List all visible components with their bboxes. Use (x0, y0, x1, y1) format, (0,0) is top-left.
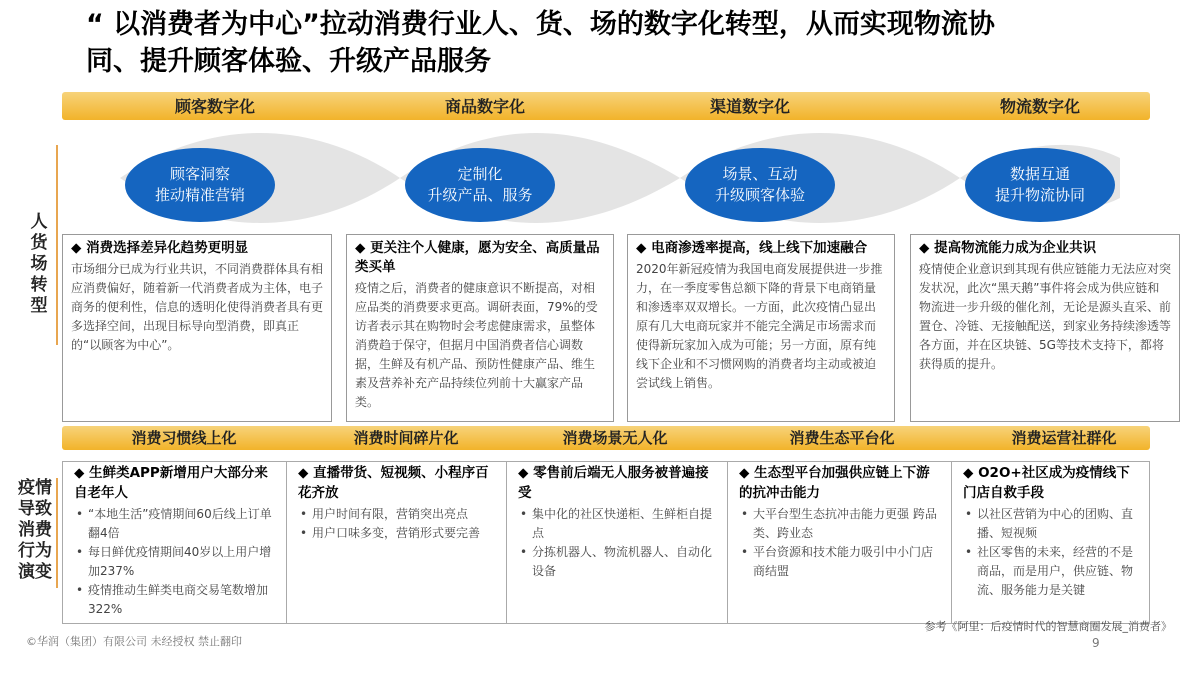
column-list (518, 505, 717, 581)
reference-note: 参考《阿里：后疫情时代的智慧商圈发展_消费者》 (924, 620, 1172, 633)
box-logistics (910, 234, 1180, 422)
column-divider (951, 461, 952, 624)
column-unmanned (510, 461, 725, 624)
column-list (739, 505, 941, 581)
list-item: • 平台资源和技术能力吸引中小门店商结盟 (739, 543, 941, 581)
list-item: • 分拣机器人、物流机器人、自动化设备 (518, 543, 717, 581)
column-heading: ◆ 直播带货、短视频、小程序百花齐放 (298, 465, 489, 501)
side-label-behavior: 疫情导致消费行为演变 (18, 478, 52, 582)
box-heading: ◆ 电商渗透率提高，线上线下加速融合 (636, 240, 868, 256)
column-community (955, 461, 1148, 624)
trend-label-fragmented: 消费时间碎片化 (353, 429, 459, 447)
page-title: “ 以消费者为中心”拉动消费行业人、货、场的数字化转型，从而实现物流协同、提升顾客体验、升级产品服务 (86, 9, 995, 77)
trend-label-community: 消费运营社群化 (1011, 429, 1117, 447)
ellipse-line: 场景、互动 (722, 165, 798, 183)
list-item: • 疫情推动生鲜类电商交易笔数增加322% (74, 581, 276, 619)
column-list (74, 505, 276, 619)
ellipse-line: 顾客洞察 (169, 165, 230, 183)
ellipse-line: 数据互通 (1009, 165, 1070, 183)
ellipse-scene-interaction (685, 148, 835, 222)
column-list (963, 505, 1140, 600)
box-product (346, 234, 614, 422)
column-platform (731, 461, 949, 624)
ellipse-data-sharing (965, 148, 1115, 222)
trend-label-platform: 消费生态平台化 (789, 429, 895, 447)
side-divider-top (56, 145, 58, 345)
column-fragmented (290, 461, 504, 624)
ellipse-line: 升级产品、服务 (427, 186, 533, 204)
side-label-transformation: 人货场转型 (30, 212, 48, 316)
ellipse-line: 提升物流协同 (994, 186, 1085, 204)
column-heading: ◆ O2O+社区成为疫情线下门店自救手段 (963, 465, 1130, 501)
side-divider-bottom (56, 478, 58, 588)
column-list (298, 505, 496, 543)
box-text: 2020年新冠疫情为我国电商发展提供进一步推力，在一季度零售总额下降的背景下电商销量和渗透率双双增长。一方面，此次疫情凸显出原有几大电商玩家并不能完全满足市场需求而使得新玩家加入成为可能；另一方面，原有纯线下企业和不习惯网购的消费者均主动或被迫尝试线上销售。 (636, 262, 883, 390)
box-heading: ◆ 更关注个人健康，愿为安全、高质量品类买单 (355, 240, 600, 275)
page-number: 9 (1092, 636, 1100, 650)
column-heading: ◆ 生鲜类APP新增用户大部分来自老年人 (74, 465, 268, 501)
box-text: 市场细分已成为行业共识，不同消费群体具有相应消费偏好，随着新一代消费者成为主体，电子商务的便利性，信息的透明化使得消费者具有更多选择空间，出现目标导向型消费，即真正的“以顾客为中心”。 (71, 262, 324, 352)
box-text: 疫情之后，消费者的健康意识不断提高，对相应品类的消费要求更高。调研表面，79%的受访者表示其在购物时会考虑健康需求，虽整体消费趋于保守，但据月中国消费者信心调数据，生鲜及有机产品、预防性健康产品、维生素及营养补充产品持续位列前十大赢家产品类。 (355, 281, 598, 409)
ellipse-customer-insight (125, 148, 275, 222)
column-heading: ◆ 生态型平台加强供应链上下游的抗冲击能力 (739, 465, 930, 501)
band-label-logistics: 物流数字化 (999, 97, 1080, 116)
box-channel (627, 234, 895, 422)
box-customer (62, 234, 332, 422)
column-heading: ◆ 零售前后端无人服务被普遍接受 (518, 465, 709, 501)
column-divider (506, 461, 507, 624)
ellipse-line: 升级顾客体验 (714, 186, 805, 204)
box-heading: ◆ 消费选择差异化趋势更明显 (71, 240, 249, 256)
list-item: • “本地生活”疫情期间60后线上订单翻4倍 (74, 505, 276, 543)
copyright-notice: ©华润（集团）有限公司 未经授权 禁止翻印 (26, 635, 242, 648)
box-heading: ◆ 提高物流能力成为企业共识 (919, 240, 1097, 256)
list-item: • 用户时间有限，营销突出亮点 (298, 505, 496, 524)
list-item: • 以社区营销为中心的团购、直 播、短视频 (963, 505, 1140, 543)
trend-label-online: 消费习惯线上化 (131, 429, 237, 447)
band-label-product: 商品数字化 (444, 97, 525, 116)
list-item: • 用户口味多变，营销形式要完善 (298, 524, 496, 543)
list-item: • 集中化的社区快递柜、生鲜柜自提点 (518, 505, 717, 543)
box-text: 疫情使企业意识到其现有供应链能力无法应对突发状况，此次“黑天鹅”事件将会成为供应链和物流进一步升级的催化剂，无论是源头直采、前置仓、冷链、无接触配送，到家业务持续渗透等各方面，并在区块链、5G等技术支持下，都将获得质的提升。 (919, 262, 1172, 371)
column-divider (727, 461, 728, 624)
list-item: • 社区零售的未来，经营的不是商品，而是用户，供应链、物流、服务能力是关键 (963, 543, 1140, 600)
list-item: • 每日鲜优疫情期间40岁以上用户增加237% (74, 543, 276, 581)
column-divider (286, 461, 287, 624)
column-online (66, 461, 284, 624)
trend-label-unmanned: 消费场景无人化 (562, 429, 668, 447)
band-label-customer: 顾客数字化 (174, 97, 255, 116)
list-item: • 大平台型生态抗冲击能力更强 跨品类、跨业态 (739, 505, 941, 543)
ellipse-customization (405, 148, 555, 222)
band-label-channel: 渠道数字化 (709, 97, 790, 116)
ellipse-line: 定制化 (457, 165, 503, 183)
ellipse-line: 推动精准营销 (154, 186, 245, 204)
